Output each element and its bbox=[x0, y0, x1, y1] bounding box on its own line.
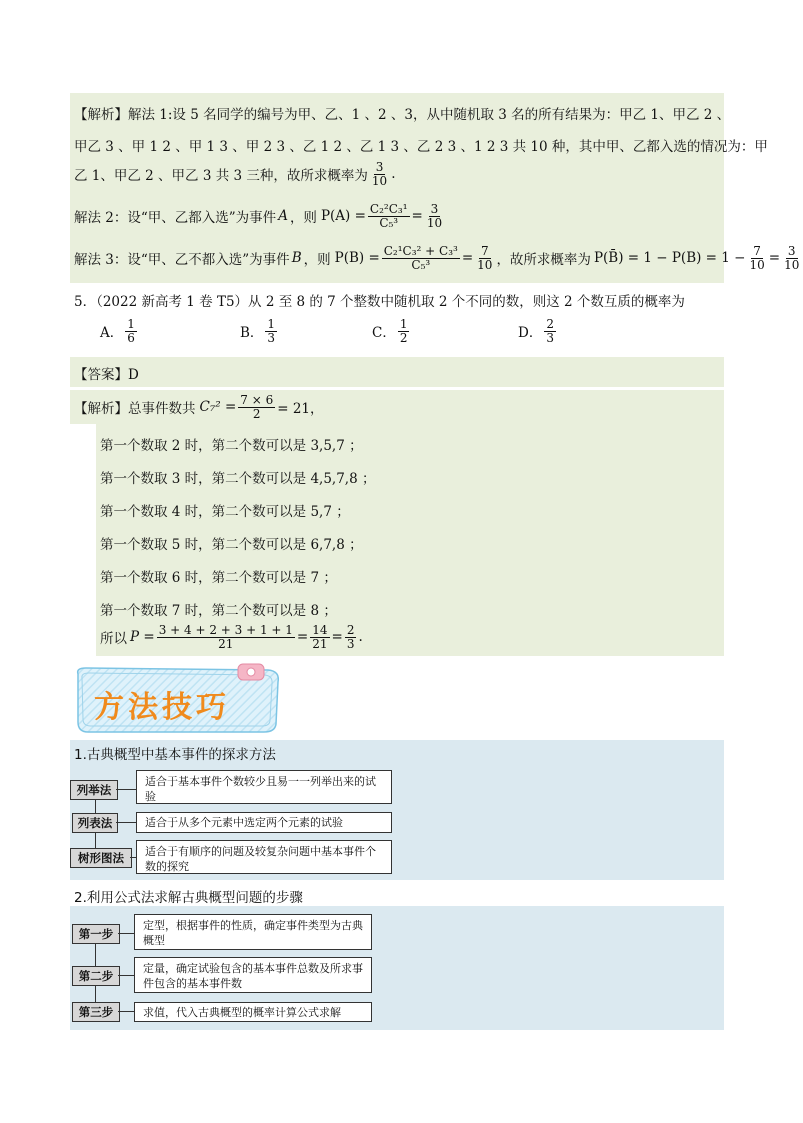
tag-step-2: 第二步 bbox=[72, 966, 120, 986]
case-line: 第一个数取 5 时，第二个数可以是 6,7,8 ； bbox=[100, 537, 363, 553]
method-2-line: 解法 2：设“甲、乙都入选”为事件 A ，则 P(A) = $\frac{\text{C₂²C₃¹}}{\text{C₅³}}$ = $\frac{3}{10}$ bbox=[74, 201, 443, 230]
method-2-title: 2.利用公式法求解古典概型问题的步骤 bbox=[74, 890, 303, 906]
option-a: A． $\frac{1}{6}$ bbox=[100, 317, 135, 345]
cases-block bbox=[96, 424, 724, 656]
desc-enumeration: 适合于基本事件个数较少且易一一列举出来的试验 bbox=[136, 770, 392, 804]
fraction: $\frac{3 + 4 + 2 + 3 + 1 + 1}{21}$ bbox=[158, 622, 293, 651]
fraction: $\frac{2}{3}$ bbox=[346, 622, 355, 651]
fraction: $\frac{7}{10}$ bbox=[477, 243, 493, 272]
total-events-line: 【解析】 总事件数共 C₇² = $\frac{7 \times 6}{2}$ = 21， bbox=[74, 392, 324, 421]
analysis-line-1: 【解析】解法 1:设 5 名同学的编号为甲、乙、1 、2 、3，从中随机取 3 名的所有结果为：甲乙 1、甲乙 2 、 bbox=[74, 107, 731, 123]
analysis-block-q5 bbox=[70, 390, 724, 424]
fraction: $\frac{14}{21}$ bbox=[312, 622, 328, 651]
fraction: $\frac{7 \times 6}{2}$ bbox=[240, 392, 274, 421]
case-line: 第一个数取 3 时，第二个数可以是 4,5,7,8 ； bbox=[100, 471, 376, 487]
analysis-block-q4 bbox=[70, 93, 800, 283]
tag-step-1: 第一步 bbox=[72, 924, 120, 944]
tag-tree: 树形图法 bbox=[70, 848, 132, 868]
tag-step-3: 第三步 bbox=[72, 1002, 120, 1022]
case-line: 第一个数取 4 时，第二个数可以是 5,7 ； bbox=[100, 504, 350, 520]
fraction: $\frac{7}{10}$ bbox=[749, 243, 765, 272]
method-banner bbox=[72, 662, 284, 736]
paperclip-icon bbox=[238, 664, 264, 680]
question-5-text: 5．（2022 新高考 1 卷 T5）从 2 至 8 的 7 个整数中随机取 2 个不同的数，则这 2 个数互质的概率为 bbox=[74, 294, 685, 310]
result-line: 所以 P = $\frac{3 + 4 + 2 + 3 + 1 + 1}{21}$ = $\frac{14}{21}$ = $\frac{2}{3}$ . bbox=[100, 622, 363, 651]
desc-step-1: 定型，根据事件的性质，确定事件类型为古典概型 bbox=[134, 914, 372, 950]
analysis-line-3: 乙 1、甲乙 2 、甲乙 3 共 3 三种，故所求概率为 $\frac{3}{10}$ . bbox=[74, 159, 396, 188]
banner-title: 方法技巧 bbox=[94, 690, 230, 725]
tag-table: 列表法 bbox=[72, 813, 118, 833]
fraction: $\frac{\text{C₂¹C₃² + C₃³}}{\text{C₅³}}$ bbox=[383, 243, 458, 272]
desc-step-2: 定量，确定试验包含的基本事件总数及所求事件包含的基本事件数 bbox=[134, 957, 372, 993]
desc-step-3: 求值，代入古典概型的概率计算公式求解 bbox=[134, 1002, 372, 1022]
option-d: D． $\frac{2}{3}$ bbox=[518, 317, 554, 345]
analysis-label: 【解析】 bbox=[74, 107, 128, 123]
answer-text: 【答案】D bbox=[74, 367, 139, 383]
case-line: 第一个数取 6 时，第二个数可以是 7 ； bbox=[100, 570, 337, 586]
fraction: $\frac{3}{10}$ bbox=[426, 201, 443, 230]
case-line: 第一个数取 7 时，第二个数可以是 8 ； bbox=[100, 603, 337, 619]
answer-block bbox=[70, 357, 724, 387]
method-1-title: 1.古典概型中基本事件的探求方法 bbox=[74, 747, 276, 763]
option-c: C． $\frac{1}{2}$ bbox=[372, 317, 408, 345]
desc-table: 适合于从多个元素中选定两个元素的试验 bbox=[136, 812, 392, 833]
fraction: $\frac{3}{10}$ bbox=[371, 159, 388, 188]
option-b: B． $\frac{1}{3}$ bbox=[240, 317, 276, 345]
method-3-line: 解法 3：设“甲、乙不都入选”为事件 B ，则 P(B) = $\frac{\text{C₂¹C₃² + C₃³}}{\text{C₅³}}$ = $\frac{7}{10}$ ，故所求概率为 P(B̄) = 1 − P(B) = 1 − $\frac{7}{10}$ = $\frac{3}{10}$ bbox=[74, 243, 800, 272]
fraction: $\frac{3}{10}$ bbox=[784, 243, 800, 272]
fraction: $\frac{\text{C₂²C₃¹}}{\text{C₅³}}$ bbox=[369, 201, 408, 230]
analysis-line-2: 甲乙 3 、甲 1 2 、甲 1 3 、甲 2 3 、乙 1 2 、乙 1 3 、乙 2 3 、1 2 3 共 10 种，其中甲、乙都入选的情况为：甲 bbox=[74, 139, 768, 155]
case-line: 第一个数取 2 时，第二个数可以是 3,5,7 ； bbox=[100, 438, 363, 454]
question-5-options bbox=[100, 318, 700, 354]
desc-tree: 适合于有顺序的问题及较复杂问题中基本事件个数的探究 bbox=[136, 840, 392, 874]
tag-enumeration: 列举法 bbox=[70, 780, 118, 800]
